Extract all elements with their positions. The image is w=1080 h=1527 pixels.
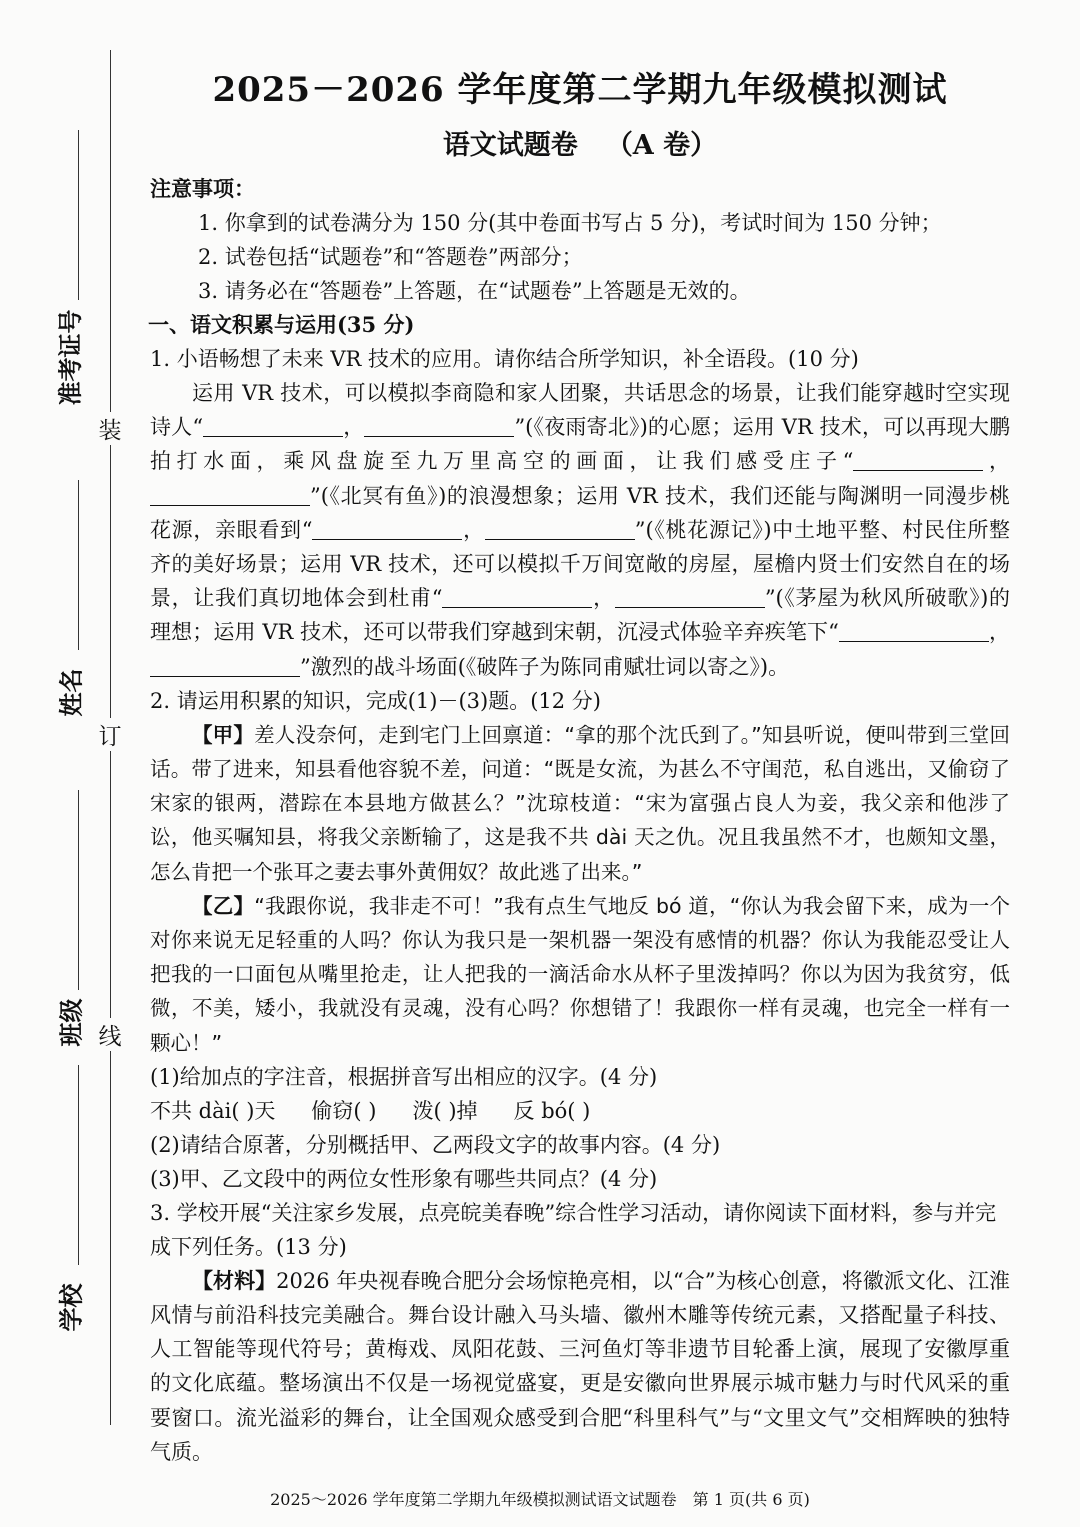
answer-blank[interactable]: [442, 586, 592, 608]
section-heading: 一、语文积累与运用(35 分): [148, 312, 415, 337]
notice-heading: 注意事项：: [150, 176, 255, 201]
notice-item: 3. 请务必在“答题卷”上答题，在“试题卷”上答题是无效的。: [198, 279, 751, 303]
passage-text: ”(《桃花源记》)中土地平整、村民住所整齐的美好场景；运用 VR 技术，还可以模拟千万间宽敞的房屋，屋檐内贤士们安然自在的场景，让我们真切地体会到杜甫“: [150, 517, 1010, 611]
pinyin-row: [150, 1094, 1010, 1128]
passage-jia: [150, 718, 1010, 889]
question-1-stem: 1. 小语畅想了未来 VR 技术的应用。请你结合所学知识，补全语段。(10 分): [150, 347, 859, 371]
school-line: [78, 1065, 79, 1265]
material-passage: [150, 1264, 1010, 1469]
answer-blank[interactable]: [150, 655, 300, 677]
cut-mark-zhuang: 装: [97, 412, 123, 445]
page-footer: [0, 1487, 1080, 1510]
passage-text: ”激烈的战斗场面(《破阵子为陈同甫赋壮词以寄之》)。: [300, 654, 790, 679]
exam-id-label: 准考证号: [55, 309, 85, 406]
exam-id-line: [78, 130, 79, 300]
passage-yi-text: “我跟你说，我非走不可！”我有点生气地反 bó 道，“你认为我会留下来，成为一个对你来说无足轻重的人吗？你认为我只是一架机器一架没有感情的机器？你认为我能忍受让人把我的一口面包从嘴里抢走，让人把我的一滴活命水从杯子里泼掉吗？你以为因为我贫穷，低微，不美，矮小，我就没有灵魂，没有心吗？你想错了！我跟你一样有灵魂，也完全一样有一颗心！”: [150, 893, 1010, 1055]
passage-text: 运用 VR 技术，可以模拟李商隐和家人团聚，共话思念的场景，让我们能穿越时空实现诗人“: [150, 381, 1010, 440]
binding-margin: [0, 0, 130, 1527]
footer-title: 2025～2026 学年度第二学期九年级模拟测试语文试题卷: [270, 1490, 677, 1509]
question-2-sub-2: (2)请结合原著，分别概括甲、乙两段文字的故事内容。(4 分): [150, 1132, 721, 1157]
paper-variant: （A 卷）: [605, 130, 718, 161]
passage-text: ，: [462, 517, 485, 542]
exam-title: 2025－2026 学年度第二学期九年级模拟测试: [212, 70, 948, 110]
passage-yi: [150, 889, 1010, 1060]
answer-blank[interactable]: [839, 620, 989, 642]
answer-blank[interactable]: [312, 518, 462, 540]
passage-text: ，: [983, 449, 1011, 474]
pinyin-item[interactable]: 不共 dài( )天: [150, 1098, 276, 1123]
question-2-sub-3: (3)甲、乙文段中的两位女性形象有哪些共同点？(4 分): [150, 1166, 658, 1191]
question-2-sub-1: (1)给加点的字注音，根据拼音写出相应的汉字。(4 分): [150, 1064, 658, 1089]
passage-jia-tag: 【甲】: [192, 722, 255, 747]
answer-blank[interactable]: [364, 415, 514, 437]
page-number: 第 1 页(共 6 页): [692, 1490, 810, 1509]
name-label: 姓名: [56, 668, 86, 717]
question-3-stem: 3. 学校开展“关注家乡发展，点亮皖美春晚”综合性学习活动，请你阅读下面材料，参与并完成下列任务。(13 分): [150, 1200, 997, 1259]
cut-mark-xian: 线: [97, 1018, 123, 1051]
cut-mark-ding: 订: [97, 718, 123, 751]
name-line: [78, 480, 79, 650]
notice-item: 2. 试卷包括“试题卷”和“答题卷”两部分；: [198, 245, 583, 269]
question-1-passage: [150, 376, 1010, 684]
passage-text: ”(《北冥有鱼》)的浪漫想象；运用 VR 技术，我们还能与陶渊明一同漫步桃花源，亲眼看到“: [150, 483, 1010, 542]
notice-item: 1. 你拿到的试卷满分为 150 分(其中卷面书写占 5 分)，考试时间为 150 分钟；: [198, 211, 942, 235]
pinyin-item[interactable]: 泼( )掉: [412, 1098, 478, 1123]
material-text: 2026 年央视春晚合肥分会场惊艳亮相，以“合”为核心创意，将徽派文化、江淮风情与前沿科技完美融合。舞台设计融入马头墙、徽州木雕等传统元素，又搭配量子科技、人工智能等现代符号；黄梅戏、凤阳花鼓、三河鱼灯等非遗节目轮番上演，展现了安徽厚重的文化底蕴。整场演出不仅是一场视觉盛宴，更是安徽向世界展示城市魅力与时代风采的重要窗口。流光溢彩的舞台，让全国观众感受到合肥“科里科气”与“文里文气”交相辉映的独特气质。: [150, 1268, 1010, 1464]
answer-blank[interactable]: [485, 518, 635, 540]
passage-text: ，: [343, 415, 365, 440]
class-line: [78, 790, 79, 990]
class-label: 班级: [56, 998, 86, 1047]
subject-title: 语文试题卷: [442, 130, 578, 161]
passage-text: ，: [592, 586, 615, 611]
exam-sheet: [150, 62, 1010, 1469]
answer-blank[interactable]: [615, 586, 765, 608]
passage-text: ，: [988, 620, 1011, 645]
passage-yi-tag: 【乙】: [192, 893, 255, 918]
answer-blank[interactable]: [203, 415, 343, 437]
exam-subtitle: [150, 123, 1010, 162]
pinyin-item[interactable]: 反 bó( ): [513, 1098, 591, 1123]
school-label: 学校: [56, 1283, 86, 1332]
passage-text: ”(《夜雨寄北》)的心愿；运用 VR 技术，可以再现大鹏拍打水面，乘风盘旋至九万里高空的画面，让我们感受庄子“: [150, 415, 1010, 474]
pinyin-item[interactable]: 偷窃( ): [311, 1098, 377, 1123]
material-tag: 【材料】: [192, 1267, 277, 1293]
question-2-stem: 2. 请运用积累的知识，完成(1)－(3)题。(12 分): [150, 688, 601, 713]
passage-jia-text: 差人没奈何，走到宅门上回禀道：“拿的那个沈氏到了。”知县听说，便叫带到三堂回话。带了进来，知县看他容貌不差，问道：“既是女流，为甚么不守闺范，私自逃出，又偷窃了宋家的银两，潜踪在本县地方做甚么？”沈琼枝道：“宋为富强占良人为妾，我父亲和他涉了讼，他买嘱知县，将我父亲断输了，这是我不共 dài 天之仇。况且我虽然不才，也颇知文墨，怎么肯把一个张耳之妻去事外黄佣奴？故此逃了出来。”: [150, 722, 1010, 884]
answer-blank[interactable]: [853, 449, 983, 471]
answer-blank[interactable]: [150, 484, 310, 506]
passage-text: ”(《茅屋为秋风所破歌》)的理想；运用 VR 技术，还可以带我们穿越到宋朝，沉浸式体验辛弃疾笔下“: [150, 586, 1010, 645]
